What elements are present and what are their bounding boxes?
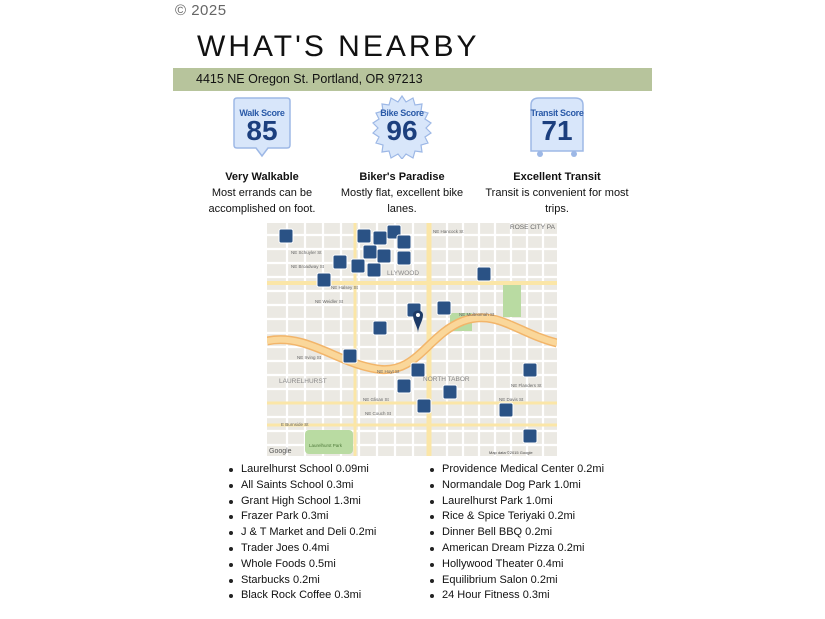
nearby-place-item: Hollywood Theater 0.4mi [428, 557, 604, 573]
map-street-label: E Burnside St [281, 422, 309, 427]
nearby-place-item: Starbucks 0.2mi [227, 573, 376, 589]
nearby-list-right [428, 462, 604, 604]
transit-score-description [482, 185, 632, 217]
walk-score-desc-line1: Most errands can be [211, 187, 313, 199]
nearby-map[interactable] [267, 223, 557, 456]
map-street-label: NE Irving St [297, 355, 322, 360]
walk-score-label: Walk Score [239, 108, 285, 118]
nearby-place-item: Grant High School 1.3mi [227, 494, 376, 510]
map-street-label: NE Couch St [365, 411, 392, 416]
map-area-label: ROSE CITY PA [510, 224, 555, 231]
map-street-label: NE Schuyler St [291, 250, 322, 255]
copyright-notice: © 2025 [175, 2, 227, 19]
transit-score-desc-line2: trips. [545, 203, 569, 215]
nearby-place-item: Whole Foods 0.5mi [227, 557, 376, 573]
laurelhurst-park-area [305, 430, 353, 454]
map-area-label: LLYWOOD [387, 270, 420, 277]
nearby-place-item: Laurelhurst School 0.09mi [227, 462, 376, 478]
walk-score-badge [230, 95, 294, 159]
address-bar [173, 68, 652, 91]
transit-score-heading: Excellent Transit [513, 171, 601, 183]
transit-score-value: 71 [541, 115, 573, 146]
nearby-place-item: Normandale Dog Park 1.0mi [428, 478, 604, 494]
map-street-label: NE Halsey St [331, 285, 358, 290]
map-street-label: NE Hoyt St [377, 369, 400, 374]
map-canvas [267, 223, 557, 456]
walk-score-block [200, 95, 324, 217]
page-title: WHAT'S NEARBY [197, 30, 480, 63]
bike-score-desc-line2: lanes. [387, 203, 417, 215]
bike-score-desc-line1: Mostly flat, excellent bike [340, 187, 464, 199]
map-area-label: NORTH TABOR [423, 376, 470, 383]
walk-score-description [200, 185, 324, 217]
map-attribution: Map data ©2015 Google [489, 450, 533, 455]
bike-score-block [340, 95, 464, 217]
map-street-label: NE Davis St [499, 397, 524, 402]
bike-score-value: 96 [386, 115, 418, 146]
map-street-label: NE Glisan St [363, 397, 389, 402]
map-street-label: NE Multnomah St [459, 312, 495, 317]
bike-score-label: Bike Score [380, 108, 424, 118]
nearby-place-item: Rice & Spice Teriyaki 0.2mi [428, 509, 604, 525]
map-street-label: NE Broadway St [291, 264, 325, 269]
nearby-place-item: Laurelhurst Park 1.0mi [428, 494, 604, 510]
nearby-place-item: Trader Joes 0.4mi [227, 541, 376, 557]
bike-score-heading: Biker's Paradise [359, 171, 445, 183]
map-park-label: Laurelhurst Park [309, 443, 343, 448]
address-text: 4415 NE Oregon St. Portland, OR 97213 [196, 72, 423, 86]
transit-score-label: Transit Score [530, 108, 584, 118]
google-logo: Google [269, 448, 292, 455]
nearby-place-item: Providence Medical Center 0.2mi [428, 462, 604, 478]
walk-score-value: 85 [246, 115, 278, 146]
nearby-place-item: 24 Hour Fitness 0.3mi [428, 588, 604, 604]
walk-score-heading: Very Walkable [225, 171, 299, 183]
nearby-place-item: Frazer Park 0.3mi [227, 509, 376, 525]
transit-score-block [482, 95, 632, 217]
nearby-list-left [227, 462, 376, 604]
nearby-place-item: American Dream Pizza 0.2mi [428, 541, 604, 557]
transit-score-desc-line1: Transit is convenient for most [485, 187, 629, 199]
map-area-label: LAURELHURST [279, 378, 327, 385]
map-street-label: NE Hancock St [433, 229, 464, 234]
nearby-place-item: All Saints School 0.3mi [227, 478, 376, 494]
nearby-place-item: J & T Market and Deli 0.2mi [227, 525, 376, 541]
bike-score-description [340, 185, 464, 217]
park-area [503, 285, 521, 317]
bike-score-badge [370, 95, 434, 159]
transit-score-badge [525, 95, 589, 159]
walk-score-desc-line2: accomplished on foot. [208, 203, 316, 215]
nearby-place-item: Dinner Bell BBQ 0.2mi [428, 525, 604, 541]
nearby-place-item: Black Rock Coffee 0.3mi [227, 588, 376, 604]
map-street-label: NE Flanders St [511, 383, 542, 388]
map-street-label: NE Weidler St [315, 299, 344, 304]
nearby-place-item: Equilibrium Salon 0.2mi [428, 573, 604, 589]
